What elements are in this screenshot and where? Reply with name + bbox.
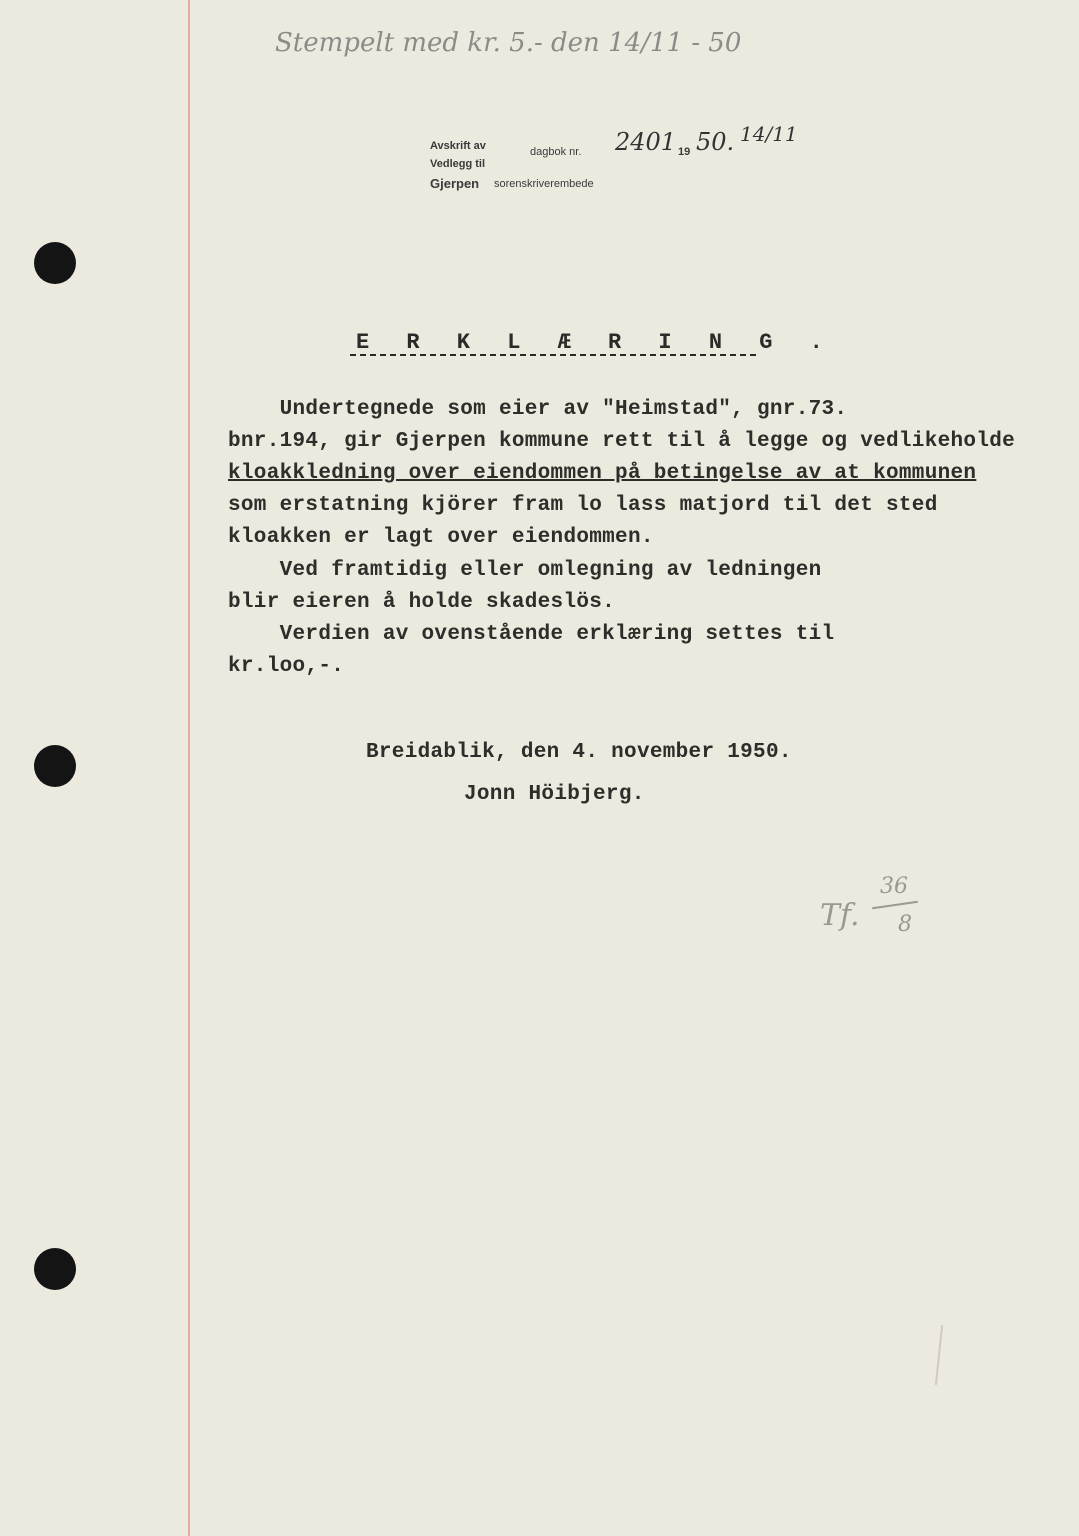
stamp-dagbok-number: 2401	[615, 128, 677, 156]
stamp-date: 14/11	[740, 122, 798, 146]
margin-rule	[188, 0, 190, 1536]
annotation-denominator: 8	[898, 912, 912, 937]
body-line: blir eieren å holde skadeslös.	[228, 591, 616, 614]
body-line: Verdien av ovenstående erklæring settes til	[228, 623, 835, 646]
document-title: E R K L Æ R I N G .	[356, 330, 835, 355]
signature-name: Jonn Höibjerg.	[464, 783, 645, 806]
faint-pencil-mark	[935, 1325, 943, 1385]
stamp-vedlegg-label: Vedlegg til	[430, 158, 486, 170]
body-line: som erstatning kjörer fram lo lass matjord til det sted	[228, 494, 938, 517]
punch-hole	[34, 242, 76, 284]
body-line: kloakkledning over eiendommen på betingelse av at kommunen	[228, 462, 977, 485]
stamp-year-prefix: 19	[678, 146, 691, 158]
place-date: Breidablik, den 4. november 1950.	[366, 741, 792, 764]
stamp-dagbok-label: dagbok nr.	[530, 146, 582, 158]
stamp-office-rest: sorenskriverembede	[494, 178, 594, 190]
header-handwritten-note: Stempelt med kr. 5.- den 14/11 - 50	[275, 28, 742, 58]
annotation-numerator: 36	[880, 874, 908, 899]
body-line: kr.loo,-.	[228, 655, 345, 678]
body-line: bnr.194, gir Gjerpen kommune rett til å legge og vedlikeholde	[228, 430, 1016, 453]
body-line: kloakken er lagt over eiendommen.	[228, 526, 654, 549]
annotation-top: Tf.	[820, 898, 860, 933]
stamp-avskrift-label: Avskrift av	[430, 140, 486, 152]
annotation-fraction-bar	[872, 901, 918, 909]
punch-hole	[34, 1248, 76, 1290]
body-line: Ved framtidig eller omlegning av ledningen	[228, 559, 822, 582]
stamp-year-suffix: 50.	[696, 128, 735, 156]
stamp-office-name: Gjerpen	[430, 176, 480, 191]
title-underline	[350, 354, 756, 356]
body-line: Undertegnede som eier av "Heimstad", gnr.73.	[228, 398, 848, 421]
punch-hole	[34, 745, 76, 787]
